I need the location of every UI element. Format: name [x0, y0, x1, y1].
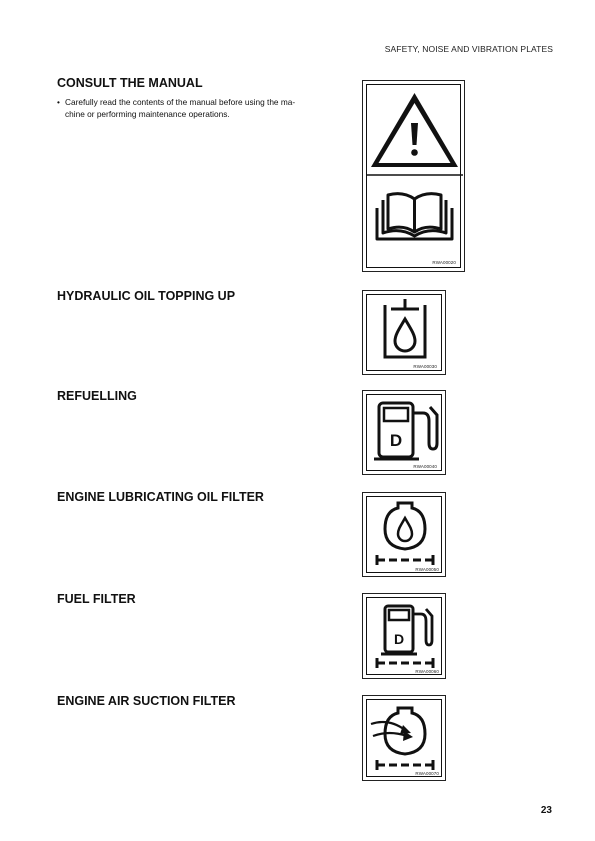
heading-fuel-filter: FUEL FILTER: [57, 592, 136, 606]
plate-consult-manual: [362, 80, 465, 272]
plate-air-suction-filter: [362, 695, 446, 781]
bullet-text-line-1: Carefully read the contents of the manual before using the ma-: [65, 97, 296, 107]
pump-letter: D: [389, 431, 403, 450]
bullet-item: [57, 96, 342, 120]
plate-code: RWA00030: [413, 364, 437, 369]
pump-letter: D: [393, 631, 405, 647]
plate-hydraulic-oil: [362, 290, 446, 375]
plate-code: RWA00020: [432, 260, 456, 265]
plate-refuelling: [362, 390, 446, 475]
page-number: 23: [540, 805, 552, 816]
plate-code: RWA00040: [413, 464, 437, 469]
plate-code: RWA00070: [415, 771, 439, 776]
heading-hydraulic-oil: HYDRAULIC OIL TOPPING UP: [57, 289, 236, 303]
warning-triangle-icon: [371, 93, 458, 167]
heading-air-suction-filter: ENGINE AIR SUCTION FILTER: [57, 694, 236, 708]
engine-oil-filter-icon: [363, 493, 447, 578]
heading-engine-oil-filter: ENGINE LUBRICATING OIL FILTER: [57, 490, 264, 504]
air-suction-filter-icon: [363, 696, 447, 782]
page-header: SAFETY, NOISE AND VIBRATION PLATES: [384, 44, 553, 54]
plate-fuel-filter: [362, 593, 446, 679]
bullet-text-line-2: chine or performing maintenance operations.: [65, 109, 230, 119]
plate-engine-oil-filter: [362, 492, 446, 577]
plate-code: RWA00060: [415, 669, 439, 674]
bullet-list: [57, 96, 342, 120]
heading-consult-manual: CONSULT THE MANUAL: [57, 76, 203, 90]
fuel-filter-icon: [363, 594, 447, 680]
plate-code: RWA00050: [415, 567, 439, 572]
open-book-icon: [377, 194, 452, 239]
heading-refuelling: REFUELLING: [57, 389, 137, 403]
